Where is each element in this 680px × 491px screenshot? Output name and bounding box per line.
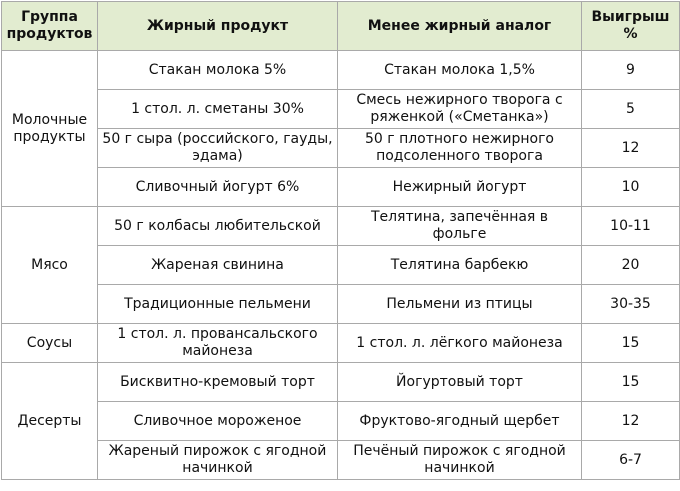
header-gain-percent: Выигрыш %: [582, 2, 680, 51]
fatty-product-cell: Сливочное мороженое: [98, 402, 338, 441]
table-row: [2, 402, 680, 441]
table-row: [2, 363, 680, 402]
lean-analog-cell: Фруктово-ягодный щербет: [338, 402, 582, 441]
table-row: [2, 324, 680, 363]
gain-cell: 12: [582, 402, 680, 441]
fatty-product-cell: 1 стол. л. провансальского майонеза: [98, 324, 338, 363]
header-row: [2, 2, 680, 51]
lean-analog-cell: Пельмени из птицы: [338, 285, 582, 324]
fatty-product-cell: Жареный пирожок с ягодной начинкой: [98, 441, 338, 480]
fatty-product-cell: Сливочный йогурт 6%: [98, 168, 338, 207]
gain-cell: 15: [582, 324, 680, 363]
table-row: [2, 129, 680, 168]
fatty-product-cell: Традиционные пельмени: [98, 285, 338, 324]
fatty-product-cell: 50 г колбасы любительской: [98, 207, 338, 246]
fat-comparison-table: [1, 1, 680, 480]
gain-cell: 15: [582, 363, 680, 402]
table-row: [2, 441, 680, 480]
gain-cell: 30-35: [582, 285, 680, 324]
gain-cell: 5: [582, 90, 680, 129]
table-row: [2, 168, 680, 207]
fatty-product-cell: Жареная свинина: [98, 246, 338, 285]
gain-cell: 10: [582, 168, 680, 207]
table-row: [2, 51, 680, 90]
lean-analog-cell: 1 стол. л. лёгкого майонеза: [338, 324, 582, 363]
lean-analog-cell: 50 г плотного нежирного подсоленного творога: [338, 129, 582, 168]
lean-analog-cell: Смесь нежирного творога с ряженкой («Сметанка»): [338, 90, 582, 129]
gain-cell: 9: [582, 51, 680, 90]
header-fatty-product: Жирный продукт: [98, 2, 338, 51]
group-cell: Соусы: [2, 324, 98, 363]
header-lean-analog: Менее жирный аналог: [338, 2, 582, 51]
table-row: [2, 285, 680, 324]
gain-cell: 20: [582, 246, 680, 285]
lean-analog-cell: Стакан молока 1,5%: [338, 51, 582, 90]
fatty-product-cell: Бисквитно-кремовый торт: [98, 363, 338, 402]
lean-analog-cell: Йогуртовый торт: [338, 363, 582, 402]
fatty-product-cell: 50 г сыра (российского, гауды, эдама): [98, 129, 338, 168]
group-cell: Молочные продукты: [2, 51, 98, 207]
table-row: [2, 246, 680, 285]
fatty-product-cell: Стакан молока 5%: [98, 51, 338, 90]
gain-cell: 12: [582, 129, 680, 168]
lean-analog-cell: Телятина, запечённая в фольге: [338, 207, 582, 246]
gain-cell: 6-7: [582, 441, 680, 480]
header-group: Группа продуктов: [2, 2, 98, 51]
fatty-product-cell: 1 стол. л. сметаны 30%: [98, 90, 338, 129]
table-row: [2, 207, 680, 246]
lean-analog-cell: Печёный пирожок с ягодной начинкой: [338, 441, 582, 480]
gain-cell: 10-11: [582, 207, 680, 246]
group-cell: Мясо: [2, 207, 98, 324]
lean-analog-cell: Телятина барбекю: [338, 246, 582, 285]
lean-analog-cell: Нежирный йогурт: [338, 168, 582, 207]
table-row: [2, 90, 680, 129]
group-cell: Десерты: [2, 363, 98, 480]
